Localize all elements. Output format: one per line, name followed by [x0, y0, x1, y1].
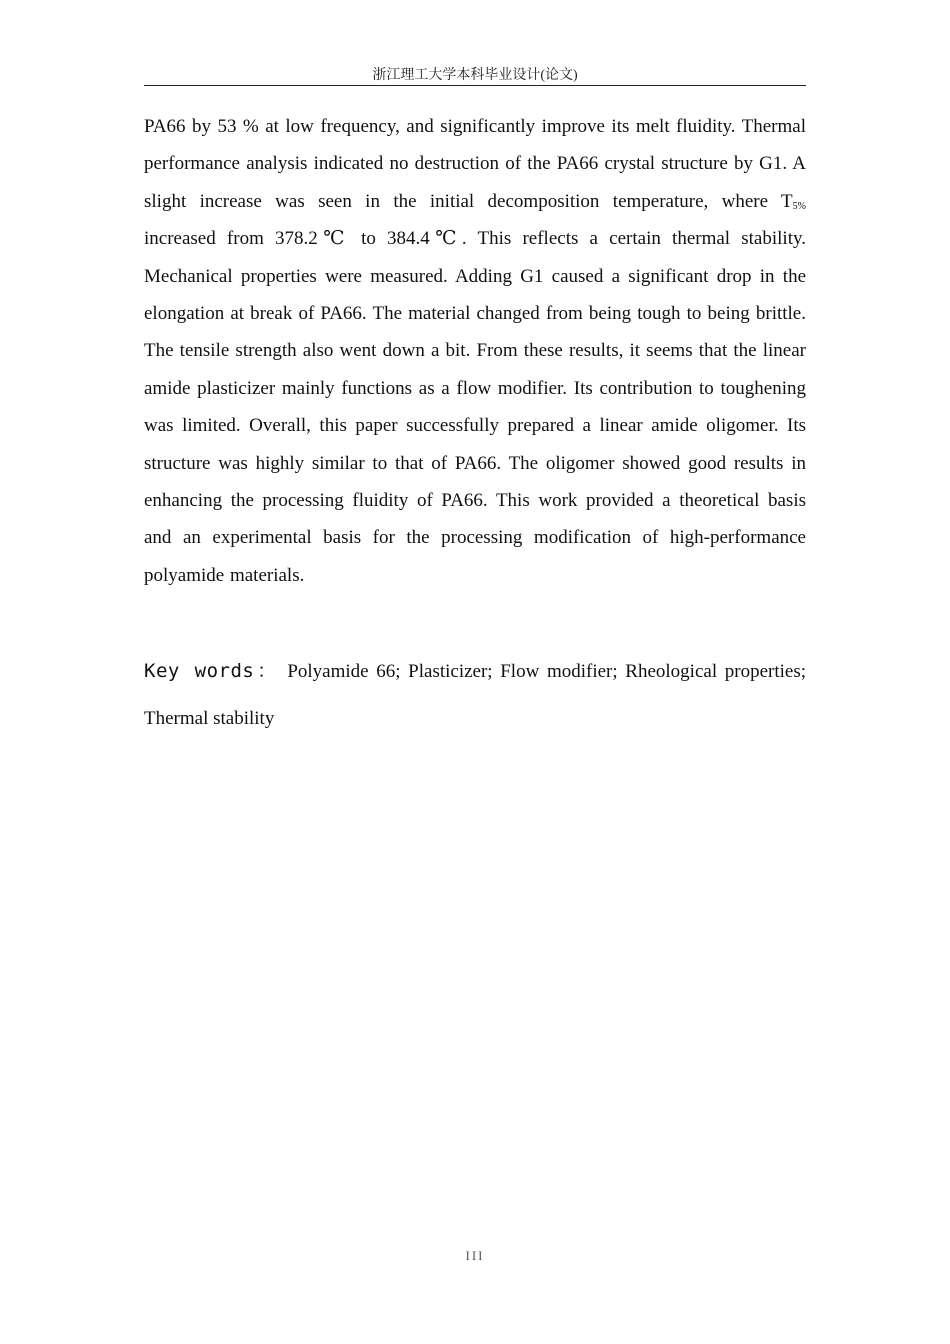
page-header — [144, 66, 806, 86]
header-title: 浙江理工大学本科毕业设计(论文) — [372, 68, 578, 83]
keywords-label: Key words： — [144, 660, 280, 682]
keywords-text: Polyamide 66; Plasticizer; Flow modifier; Rheological properties; Thermal stability — [144, 661, 807, 729]
abstract-text-part1: PA66 by 53 % at low frequency, and significantly improve its melt fluidity. Thermal performance analysis indicated no destruction of the PA66 crystal structure by G1. A slight increase was seen in the initial decomposition temperature, where T — [144, 116, 806, 212]
abstract-paragraph — [144, 108, 806, 594]
keywords-paragraph — [144, 648, 806, 742]
page-number: III — [465, 1248, 485, 1263]
temperature-subscript: 5% — [792, 200, 806, 212]
abstract-text-part2: increased from 378.2℃ to 384.4℃. This reflects a certain thermal stability. Mechanical properties were measured. Adding G1 caused a significant drop in the elongation at break of PA66. The material changed from being tough to being brittle. The tensile strength also went down a bit. From these results, it seems that the linear amide plasticizer mainly functions as a flow modifier. Its contribution to toughening was limited. Overall, this paper successfully prepared a linear amide oligomer. Its structure was highly similar to that of PA66. The oligomer showed good results in enhancing the processing fluidity of PA66. This work provided a theoretical basis and an experimental basis for the processing modification of high-performance polyamide materials. — [144, 228, 806, 586]
